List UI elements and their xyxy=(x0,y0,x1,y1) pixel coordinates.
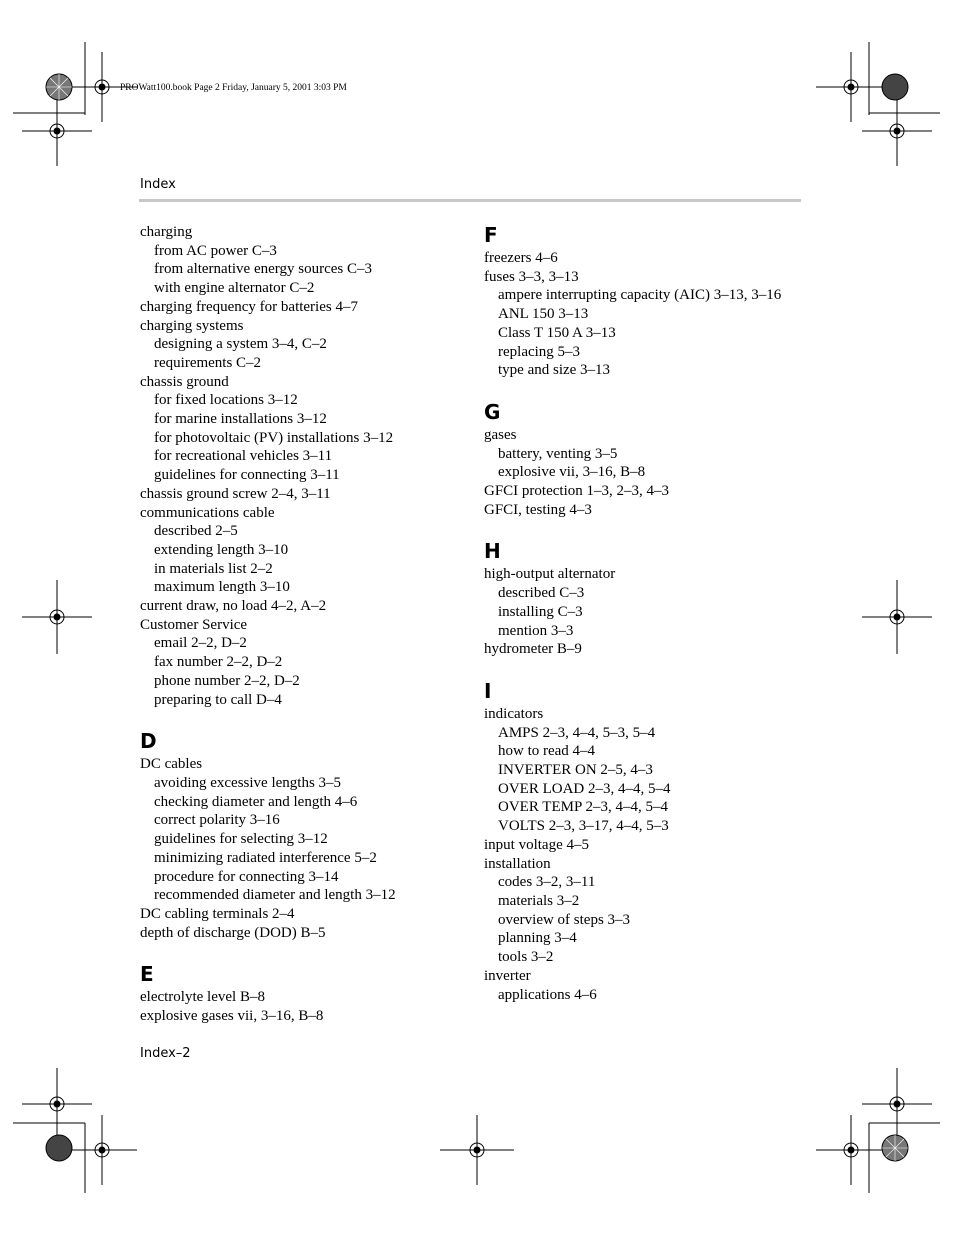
index-subentry: minimizing radiated interference 5–2 xyxy=(154,849,377,866)
index-subentry: preparing to call D–4 xyxy=(154,691,282,708)
page-number: Index–2 xyxy=(140,1046,191,1061)
index-subentry: fax number 2–2, D–2 xyxy=(154,654,283,671)
index-subentry: maximum length 3–10 xyxy=(154,579,290,596)
index-subentry: battery, venting 3–5 xyxy=(498,445,618,462)
section-letter-i: I xyxy=(484,678,492,703)
color-target-icon xyxy=(882,74,908,100)
index-subentry: for marine installations 3–12 xyxy=(154,411,327,428)
index-subentry: VOLTS 2–3, 3–17, 4–4, 5–3 xyxy=(498,818,669,835)
index-entry: fuses 3–3, 3–13 xyxy=(484,268,579,285)
index-subentry: overview of steps 3–3 xyxy=(498,911,631,928)
index-subentry: OVER TEMP 2–3, 4–4, 5–4 xyxy=(498,799,669,816)
index-subentry: in materials list 2–2 xyxy=(154,560,273,577)
header-rule xyxy=(139,199,801,202)
index-subentry: guidelines for selecting 3–12 xyxy=(154,831,328,848)
index-entry: chassis ground xyxy=(140,373,229,390)
index-subentry: described 2–5 xyxy=(154,523,238,540)
index-subentry: phone number 2–2, D–2 xyxy=(154,672,300,689)
registration-mark-icon xyxy=(22,1068,92,1140)
index-subentry: replacing 5–3 xyxy=(498,343,581,360)
index-entry: input voltage 4–5 xyxy=(484,836,589,853)
index-subentry: materials 3–2 xyxy=(498,892,580,909)
registration-mark-icon xyxy=(440,1115,514,1185)
color-target-icon xyxy=(46,74,72,100)
index-subentry: how to read 4–4 xyxy=(498,743,596,760)
index-entry: indicators xyxy=(484,705,544,722)
index-entry: freezers 4–6 xyxy=(484,250,558,266)
index-subentry: planning 3–4 xyxy=(498,930,577,947)
index-subentry: applications 4–6 xyxy=(498,986,597,1003)
index-entry: charging frequency for batteries 4–7 xyxy=(140,298,358,315)
index-entry: GFCI protection 1–3, 2–3, 4–3 xyxy=(484,483,669,500)
index-subentry: with engine alternator C–2 xyxy=(154,280,315,297)
index-subentry: type and size 3–13 xyxy=(498,362,611,379)
index-subentry: explosive vii, 3–16, B–8 xyxy=(498,464,646,481)
index-subentry: installing C–3 xyxy=(498,603,583,620)
index-entry: GFCI, testing 4–3 xyxy=(484,501,592,518)
index-subentry: from alternative energy sources C–3 xyxy=(154,261,372,278)
section-letter-f: F xyxy=(484,223,498,247)
index-subentry: ANL 150 3–13 xyxy=(498,306,589,323)
registration-mark-icon xyxy=(22,580,92,654)
running-head: Index xyxy=(140,177,176,192)
index-subentry: ampere interrupting capacity (AIC) 3–13, 3–16 xyxy=(498,287,782,304)
index-subentry: checking diameter and length 4–6 xyxy=(154,793,358,810)
index-entry: communications cable xyxy=(140,504,275,521)
index-entry: charging systems xyxy=(140,317,244,334)
index-subentry: AMPS 2–3, 4–4, 5–3, 5–4 xyxy=(498,724,656,741)
index-subentry: requirements C–2 xyxy=(154,354,262,371)
index-subentry: extending length 3–10 xyxy=(154,541,289,558)
index-entry: chassis ground screw 2–4, 3–11 xyxy=(140,485,331,502)
index-column-left xyxy=(140,223,470,1026)
index-subentry: codes 3–2, 3–11 xyxy=(498,874,596,891)
registration-mark-icon xyxy=(862,580,932,654)
index-entry: high-output alternator xyxy=(484,566,616,583)
index-subentry: INVERTER ON 2–5, 4–3 xyxy=(498,762,653,779)
index-entry: installation xyxy=(484,855,551,872)
index-subentry: for recreational vehicles 3–11 xyxy=(154,448,333,465)
index-entry: inverter xyxy=(484,967,531,984)
index-subentry: email 2–2, D–2 xyxy=(154,635,247,652)
index-subentry: guidelines for connecting 3–11 xyxy=(154,467,340,484)
registration-mark-icon xyxy=(67,1115,137,1185)
index-entry: DC cables xyxy=(140,756,203,773)
index-entry: depth of discharge (DOD) B–5 xyxy=(140,924,326,941)
section-letter-g: G xyxy=(484,399,501,424)
index-subentry: OVER LOAD 2–3, 4–4, 5–4 xyxy=(498,780,671,797)
index-entry: electrolyte level B–8 xyxy=(140,989,265,1006)
index-subentry: for fixed locations 3–12 xyxy=(154,392,298,409)
index-entry: gases xyxy=(484,426,517,443)
index-subentry: recommended diameter and length 3–12 xyxy=(154,887,396,904)
file-slug: PROWatt100.book Page 2 Friday, January 5, 2001 3:03 PM xyxy=(120,83,347,93)
index-subentry: avoiding excessive lengths 3–5 xyxy=(154,774,342,791)
index-entry: charging xyxy=(140,224,193,240)
index-subentry: described C–3 xyxy=(498,585,585,602)
index-subentry: correct polarity 3–16 xyxy=(154,812,280,829)
index-subentry: Class T 150 A 3–13 xyxy=(498,324,616,341)
index-subentry: tools 3–2 xyxy=(498,949,554,966)
section-letter-e: E xyxy=(140,962,154,987)
index-entry: DC cabling terminals 2–4 xyxy=(140,905,295,922)
index-entry: current draw, no load 4–2, A–2 xyxy=(140,598,327,615)
registration-mark-icon xyxy=(22,96,92,166)
registration-mark-icon xyxy=(816,1115,886,1185)
index-entry: hydrometer B–9 xyxy=(484,641,582,658)
index-column-right xyxy=(484,223,814,1004)
registration-mark-icon xyxy=(816,52,886,122)
index-subentry: designing a system 3–4, C–2 xyxy=(154,336,327,353)
section-letter-h: H xyxy=(484,539,501,564)
index-entry: explosive gases vii, 3–16, B–8 xyxy=(140,1008,324,1025)
section-letter-d: D xyxy=(140,729,157,754)
color-target-icon xyxy=(882,1135,908,1161)
registration-mark-icon xyxy=(862,1068,932,1140)
registration-mark-icon xyxy=(862,96,932,166)
index-entry: Customer Service xyxy=(140,616,248,633)
index-subentry: mention 3–3 xyxy=(498,622,574,639)
index-subentry: procedure for connecting 3–14 xyxy=(154,868,339,885)
color-target-icon xyxy=(46,1135,72,1161)
index-subentry: from AC power C–3 xyxy=(154,242,277,259)
index-subentry: for photovoltaic (PV) installations 3–12 xyxy=(154,429,394,446)
